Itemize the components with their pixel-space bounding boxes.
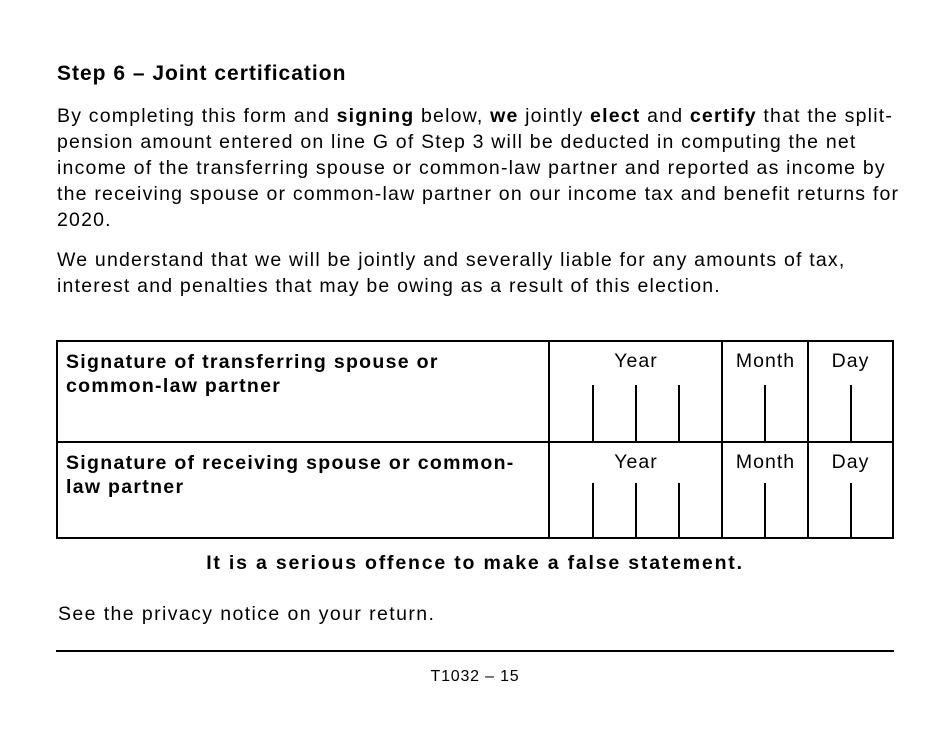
digit-separator [635, 385, 637, 441]
signature-field-transferring[interactable] [58, 342, 548, 441]
para-emphasis: elect [590, 105, 641, 127]
signature-row-transferring [58, 342, 892, 441]
section-title: Step 6 – Joint certification [57, 62, 347, 85]
para-text: and [640, 105, 690, 127]
page-number: T1032 – 15 [430, 668, 520, 685]
para-text: jointly [518, 105, 591, 127]
digit-separator [764, 483, 766, 539]
digit-separator [592, 483, 594, 539]
day-heading: Day [831, 350, 870, 372]
year-heading: Year [614, 451, 658, 473]
digit-separator [850, 483, 852, 539]
para-text: that the split-pension amount entered on line G of Step 3 will be deducted in computing the net income of the transferring spouse or common-law partner and reported as income by the receiving spouse or common-law partner on our income tax and benefit returns for 2020. [57, 105, 900, 231]
signature-label-receiving: Signature of receiving spouse or common-law partner [66, 452, 515, 498]
para-emphasis: signing [336, 105, 415, 127]
digit-separator [678, 385, 680, 441]
false-statement-warning: It is a serious offence to make a false statement. [206, 552, 744, 574]
year-heading: Year [614, 350, 658, 372]
digit-separator [635, 483, 637, 539]
certification-paragraph [57, 103, 917, 233]
signature-label-transferring: Signature of transferring spouse or common-law partner [66, 351, 439, 397]
para-text: By completing this form and [57, 105, 337, 127]
privacy-notice: See the privacy notice on your return. [58, 603, 436, 625]
day-heading: Day [831, 451, 870, 473]
footer-divider [56, 650, 894, 652]
liability-paragraph: We understand that we will be jointly and severally liable for any amounts of tax, interest and penalties that may be owing as a result of this election. [57, 249, 846, 297]
para-emphasis: certify [689, 105, 757, 127]
signature-table [56, 340, 894, 539]
month-heading: Month [735, 451, 796, 473]
para-text: below, [414, 105, 491, 127]
digit-separator [678, 483, 680, 539]
signature-row-receiving [58, 441, 892, 539]
para-emphasis: we [490, 105, 519, 127]
month-heading: Month [735, 350, 796, 372]
digit-separator [592, 385, 594, 441]
digit-separator [764, 385, 766, 441]
signature-field-receiving[interactable] [58, 443, 548, 539]
digit-separator [850, 385, 852, 441]
